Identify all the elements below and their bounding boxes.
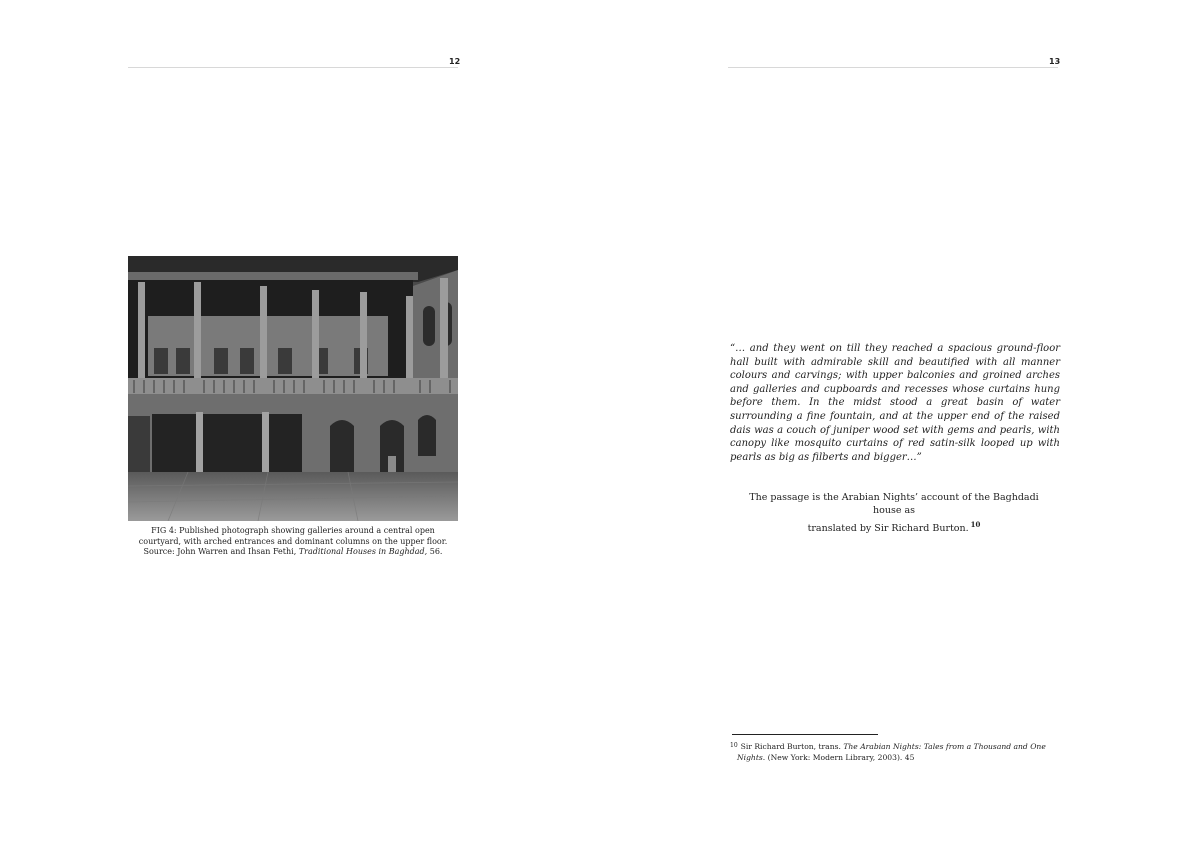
footnote-rule: [732, 734, 878, 735]
footnote-reference[interactable]: 10: [970, 519, 981, 529]
header-rule: [728, 67, 1058, 68]
footnote-line-2: [730, 752, 1060, 763]
courtyard-photograph: [128, 256, 458, 521]
footnote-line: [730, 740, 1060, 752]
footnote-prefix: Sir Richard Burton, trans.: [740, 742, 841, 751]
caption-source-prefix: Source: John Warren and Ihsan Fethi,: [143, 547, 297, 557]
summary-line: The passage is the Arabian Nights’ account of the Baghdadi house as: [749, 492, 1039, 517]
footnote-number: 10: [730, 742, 738, 749]
caption-source-title: Traditional Houses in Baghdad,: [298, 547, 428, 557]
caption-source-page: 56.: [429, 547, 443, 557]
footnote-title: The Arabian Nights: Tales from a Thousand and One: [843, 742, 1046, 751]
caption-source: [128, 547, 458, 558]
summary-text: translated by Sir Richard Burton.: [807, 522, 969, 534]
footnote: [730, 740, 1060, 763]
summary-line-2: [734, 518, 1054, 535]
right-page: [600, 0, 1200, 848]
page-number: 13: [1049, 57, 1061, 66]
summary-paragraph: [734, 491, 1054, 535]
caption-line: FIG 4: Published photograph showing galleries around a central open: [151, 526, 435, 535]
header-rule: [128, 67, 458, 68]
page-number: 12: [449, 57, 461, 66]
figure-caption: [128, 526, 458, 558]
block-quote: “… and they went on till they reached a spacious ground-floor hall built with admirable skill and beautified with all manner colours and carvings; with upper balconies and groined arches and galleries and cupboards and recesses whose curtains hung before them. In the midst stood a great basin of water surrounding a fine fountain, and at the upper end of the raised dais was a couch of juniper wood set with gems and pearls, with canopy like mosquito curtains of red satin-silk looped up with pearls as big as filberts and bigger…”: [730, 343, 1060, 463]
footnote-publication: (New York: Modern Library, 2003). 45: [767, 753, 915, 762]
footnote-title-cont: Nights.: [737, 753, 766, 762]
caption-line: courtyard, with arched entrances and dominant columns on the upper floor.: [138, 536, 448, 546]
